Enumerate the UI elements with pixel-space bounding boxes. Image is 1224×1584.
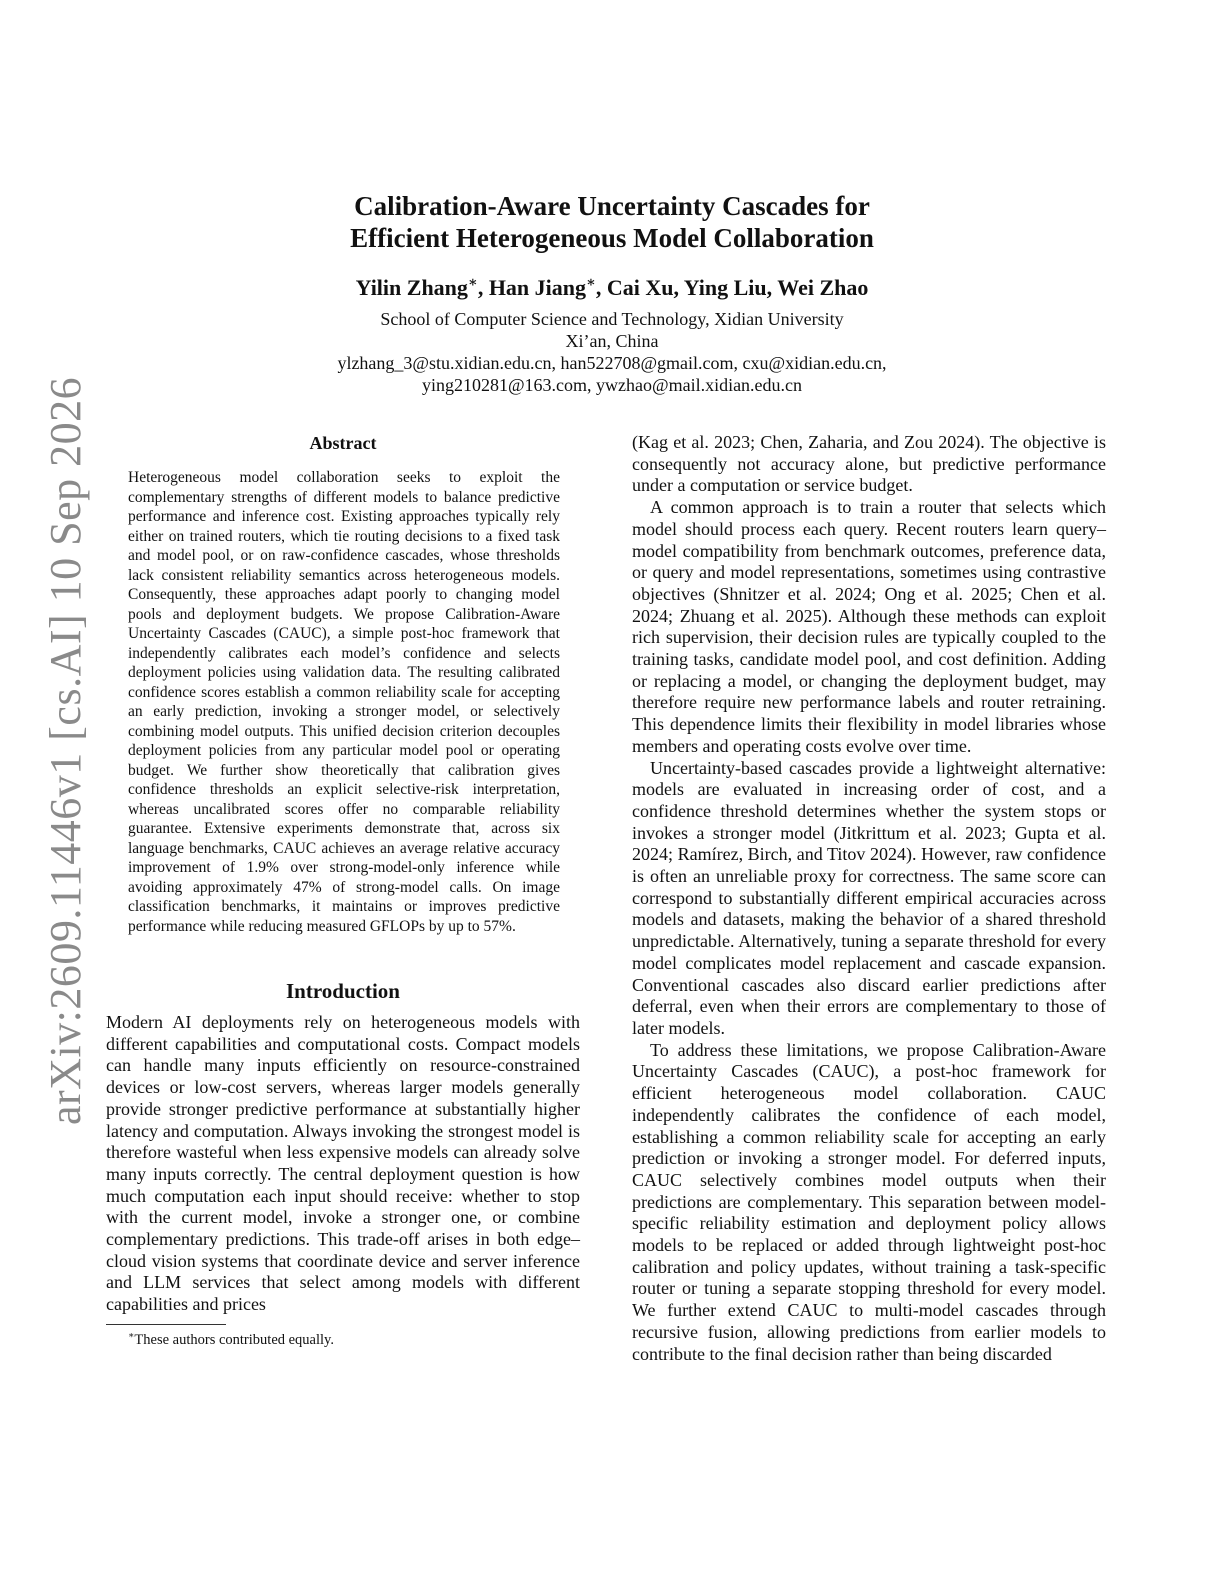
author-name: Ying Liu bbox=[683, 275, 767, 300]
author-list bbox=[0, 274, 1224, 302]
footnote-divider bbox=[106, 1324, 226, 1325]
body-paragraph: (Kag et al. 2023; Chen, Zaharia, and Zou 2024). The objective is consequently not accuracy alone, but predictive performance under a computation or service budget. bbox=[632, 432, 1106, 496]
footnote bbox=[106, 1331, 580, 1349]
author-name: Wei Zhao bbox=[777, 275, 869, 300]
author-mark: ∗ bbox=[467, 274, 478, 291]
title-line: Efficient Heterogeneous Model Collaboration bbox=[350, 223, 874, 253]
paper-title bbox=[262, 190, 962, 254]
emails: ylzhang_3@stu.xidian.edu.cn, han522708@gmail.com, cxu@xidian.edu.cn, bbox=[337, 353, 887, 373]
paper-header bbox=[0, 190, 1224, 396]
author-separator: , bbox=[766, 275, 778, 300]
affiliation: School of Computer Science and Technology, Xidian University bbox=[380, 309, 844, 329]
abstract-text: Heterogeneous model collaboration seeks to exploit the complementary strengths of different models to balance predictive performance and inference cost. Existing approaches typically rely either on trained routers, which tie routing decisions to a fixed task and model pool, or on raw-confidence cascades, whose thresholds lack consistent reliability semantics across heterogeneous models. Consequently, these approaches adapt poorly to changing model pools and deployment budgets. We propose Calibration-Aware Uncertainty Cascades (CAUC), a simple post-hoc framework that independently calibrates each model’s confidence and selects deployment policies using validation data. The resulting calibrated confidence scores establish a common reliability scale for accepting an early prediction, invoking a stronger model, or selectively combining model outputs. This unified decision criterion decouples deployment policies from any particular model pool or operating budget. We further show theoretically that calibration gives confidence thresholds an explicit selective-risk interpretation, whereas uncalibrated scores offer no comparable reliability guarantee. Extensive experiments demonstrate that, across six language benchmarks, CAUC achieves an average relative accuracy improvement of 1.9% over strong-model-only inference while avoiding approximately 47% of strong-model calls. On image classification benchmarks, it maintains or improves predictive performance while reducing measured GFLOPs by up to 57%. bbox=[128, 469, 560, 935]
abstract-heading: Abstract bbox=[309, 433, 377, 453]
author-separator: , bbox=[595, 275, 607, 300]
body-paragraph: A common approach is to train a router that selects which model should process each query. Recent routers learn query–model compatibility from benchmark outcomes, preference data, or query and model representations, sometimes using contrastive objectives (Shnitzer et al. 2024; Ong et al. 2025; Chen et al. 2024; Zhuang et al. 2025). Although these methods can exploit rich supervision, their decision rules are typically coupled to the training tasks, candidate model pool, and cost definition. Adding or replacing a model, or changing the deployment budget, may therefore require new performance labels and router retraining. This dependence limits their flexibility in model libraries whose members and operating costs evolve over time. bbox=[632, 497, 1106, 756]
body-paragraph: To address these limitations, we propose Calibration-Aware Uncertainty Cascades (CAUC), a post-hoc framework for efficient heterogeneous model collaboration. CAUC independently calibrates the confidence of each model, establishing a common reliability scale for accepting an early prediction or invoking a stronger model. For deferred inputs, CAUC selectively combines model outputs when their predictions are complementary. This separation between model-specific reliability estimation and deployment policy allows models to be replaced or added through lightweight post-hoc calibration and policy updates, without training a task-specific router or tuning a separate stopping threshold for every model. We further extend CAUC to multi-model cascades through recursive fusion, allowing predictions from earlier models to contribute to the final decision rather than being discarded bbox=[632, 1039, 1106, 1364]
author-separator: , bbox=[477, 275, 489, 300]
left-column bbox=[106, 432, 580, 1349]
title-line: Calibration-Aware Uncertainty Cascades for bbox=[354, 191, 870, 221]
emails: ying210281@163.com, ywzhao@mail.xidian.edu.cn bbox=[421, 375, 803, 395]
affiliation-block bbox=[0, 308, 1224, 396]
author-separator: , bbox=[673, 275, 684, 300]
author-mark: ∗ bbox=[586, 274, 596, 291]
author-name: Han Jiang bbox=[488, 275, 587, 300]
location: Xi’an, China bbox=[565, 331, 659, 351]
footnote-mark: ∗ bbox=[128, 1331, 135, 1342]
body-paragraph: Modern AI deployments rely on heterogeneous models with different capabilities and computational costs. Compact models can handle many inputs efficiently on resource-constrained devices or low-cost servers, whereas larger models generally provide stronger predictive performance at substantially higher latency and computation. Always invoking the strongest model is therefore wasteful when less expensive models can already solve many inputs correctly. The central deployment question is how much computation each input should receive: whether to stop with the current model, invoke a stronger one, or combine complementary predictions. This trade-off arises in both edge–cloud vision systems that coordinate device and server inference and LLM services that select among models with different capabilities and prices bbox=[106, 1012, 580, 1315]
body-paragraph: Uncertainty-based cascades provide a lightweight alternative: models are evaluated in increasing order of cost, and a confidence threshold determines whether the system stops or invokes a stronger model (Jitkrittum et al. 2023; Gupta et al. 2024; Ramírez, Birch, and Titov 2024). However, raw confidence is often an unreliable proxy for correctness. The same score can correspond to substantially different empirical accuracies across models and datasets, making the behavior of a shared threshold unpredictable. Alternatively, tuning a separate threshold for every model complicates model replacement and cascade expansion. Conventional cascades also discard earlier predictions after deferral, even when their errors are complementary to those of later models. bbox=[632, 757, 1106, 1038]
right-column bbox=[632, 432, 1106, 1365]
footnote-text: These authors contributed equally. bbox=[134, 1331, 334, 1348]
author-name: Yilin Zhang bbox=[355, 275, 468, 300]
introduction-heading: Introduction bbox=[286, 979, 400, 1003]
arxiv-identifier-stamp: arXiv:2609.11446v1 [cs.AI] 10 Sep 2026 bbox=[41, 376, 90, 1125]
author-name: Cai Xu bbox=[606, 275, 674, 300]
